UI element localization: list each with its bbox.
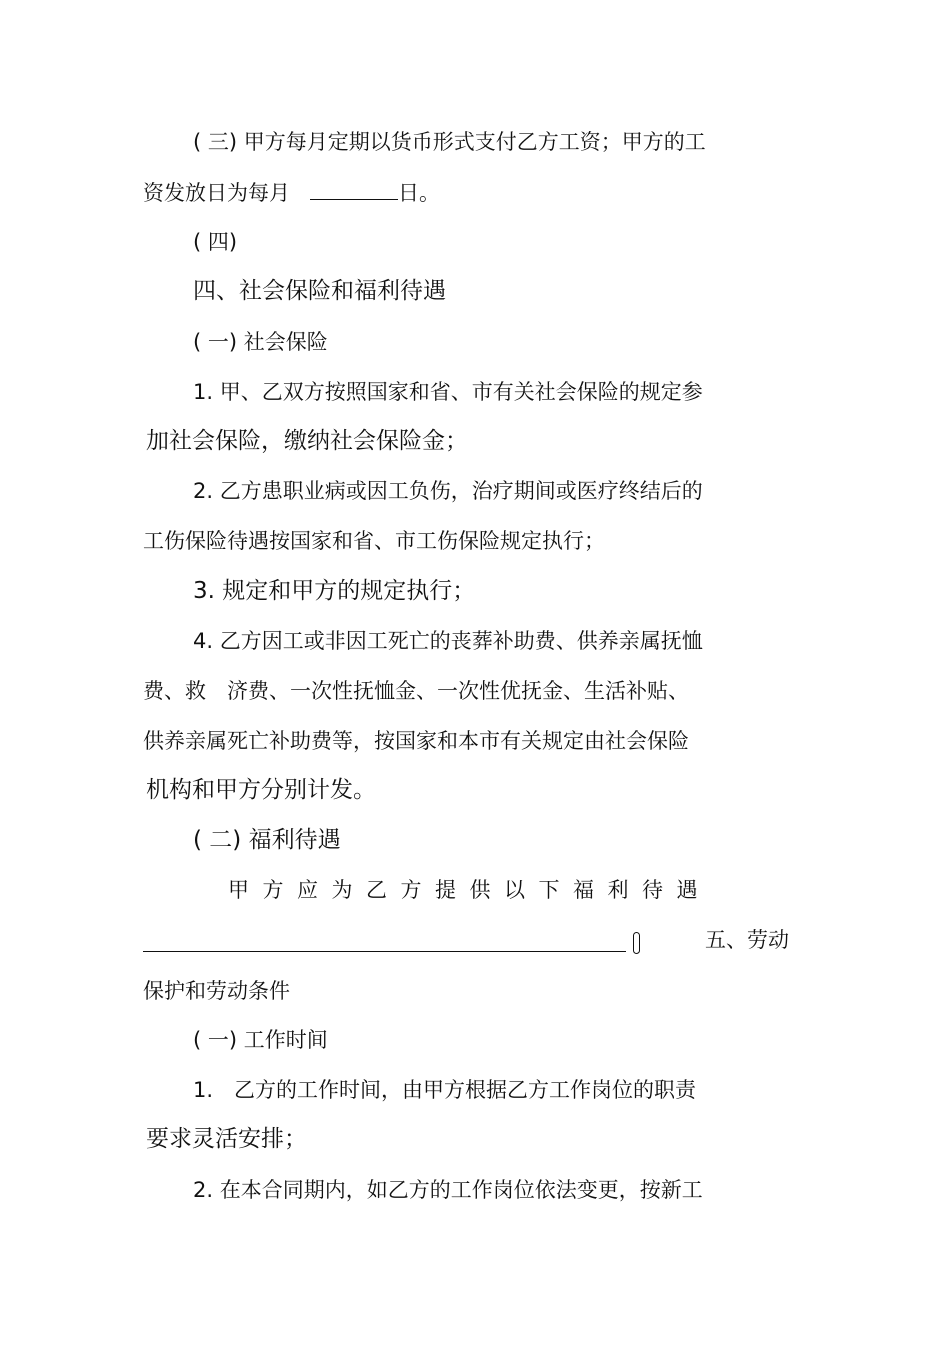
paragraph-3-line-2 xyxy=(143,177,440,208)
item-4-line-1: 4. 乙方因工或非因工死亡的丧葬补助费、供养亲属抚恤 xyxy=(193,629,703,653)
section-4-heading: 四、社会保险和福利待遇 xyxy=(193,278,446,304)
item-1-line-1: 1. 甲、乙双方按照国家和省、市有关社会保险的规定参 xyxy=(193,380,703,404)
work-item-2-line-1: 2. 在本合同期内，如乙方的工作岗位依法变更，按新工 xyxy=(193,1178,703,1202)
item-4-line-2: 费、救 济费、一次性抚恤金、一次性优抚金、生活补贴、 xyxy=(143,679,689,703)
subsection-work-time: ( 一) 工作时间 xyxy=(193,1028,328,1052)
item-2-line-2: 工伤保险待遇按国家和省、市工伤保险规定执行； xyxy=(143,529,605,553)
item-1-line-2: 加社会保险，缴纳社会保险金； xyxy=(146,428,468,454)
section-5-heading-part-2: 保护和劳动条件 xyxy=(143,979,290,1003)
item-3: 3. 规定和甲方的规定执行； xyxy=(193,578,476,604)
welfare-line-1: 甲方应为乙方提供以下福利待遇 xyxy=(228,878,711,902)
paragraph-4: ( 四) xyxy=(193,230,238,254)
cursor-mark-icon xyxy=(633,932,640,954)
item-4-line-3: 供养亲属死亡补助费等，按国家和本市有关规定由社会保险 xyxy=(143,729,689,753)
pay-day-suffix: 日。 xyxy=(398,181,440,205)
work-item-1-line-1: 1. 乙方的工作时间，由甲方根据乙方工作岗位的职责 xyxy=(193,1078,697,1102)
pay-day-blank xyxy=(310,177,398,200)
welfare-blank-line xyxy=(143,951,626,952)
section-5-heading-part-1: 五、劳动 xyxy=(705,928,789,952)
item-2-line-1: 2. 乙方患职业病或因工负伤，治疗期间或医疗终结后的 xyxy=(193,479,703,503)
work-item-1-line-2: 要求灵活安排； xyxy=(146,1126,307,1152)
subsection-social-insurance: ( 一) 社会保险 xyxy=(193,330,328,354)
paragraph-3-line-1: ( 三) 甲方每月定期以货币形式支付乙方工资；甲方的工 xyxy=(193,130,706,154)
subsection-welfare: ( 二) 福利待遇 xyxy=(193,827,341,853)
item-4-line-4: 机构和甲方分别计发。 xyxy=(146,777,376,803)
pay-day-text: 资发放日为每月 xyxy=(143,181,290,205)
